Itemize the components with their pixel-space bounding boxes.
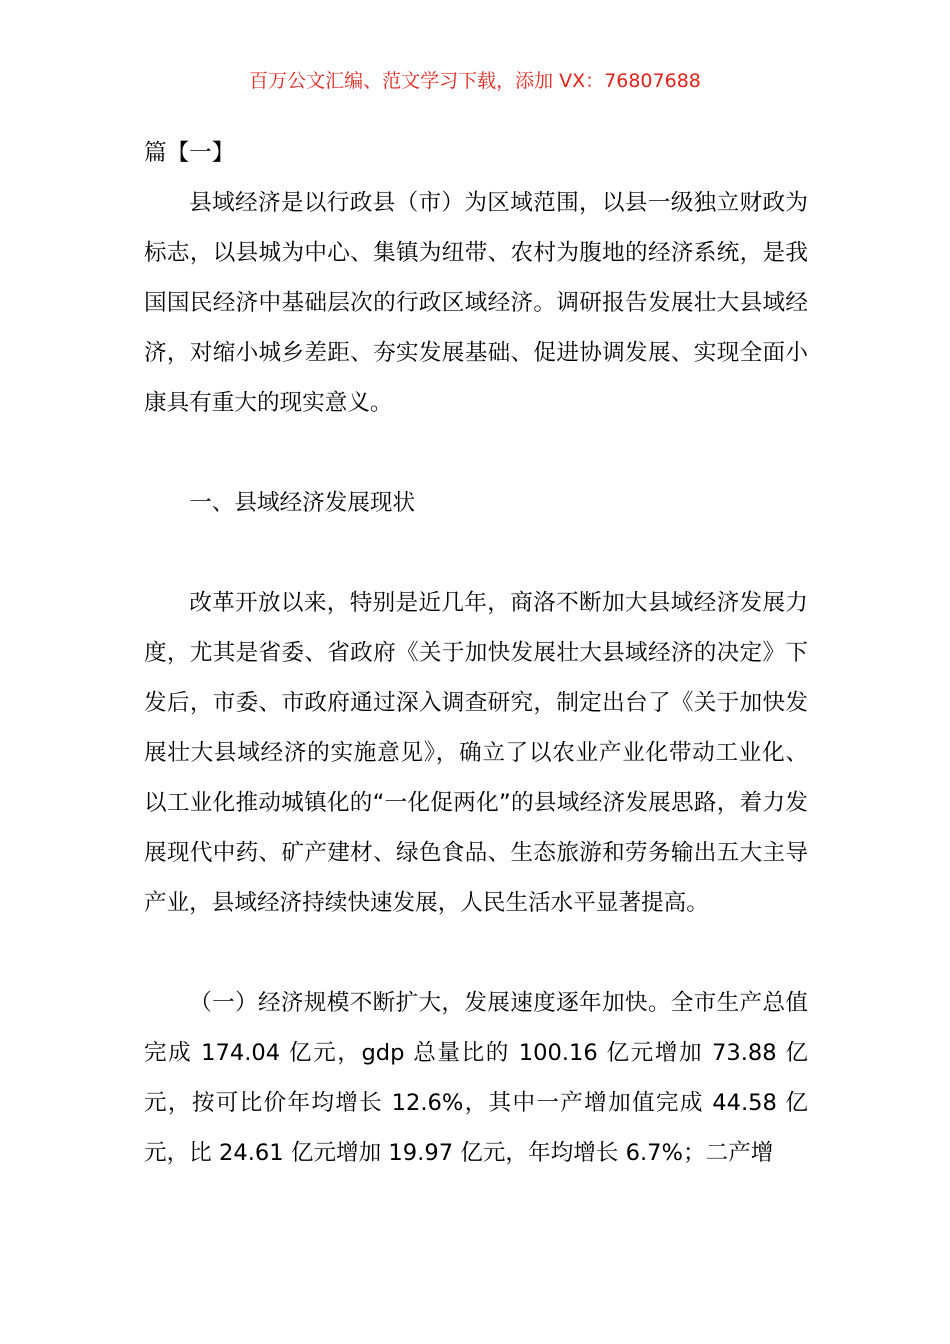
paragraph-spacer: [144, 428, 808, 478]
intro-paragraph: 县域经济是以行政县（市）为区域范围，以县一级独立财政为标志，以县城为中心、集镇为纽带、农村为腹地的经济系统，是我国国民经济中基础层次的行政区域经济。调研报告发展壮大县域经济，对缩小城乡差距、夯实发展基础、促进协调发展、实现全面小康具有重大的现实意义。: [144, 190, 808, 416]
paragraph-spacer: [144, 928, 808, 978]
paragraph-economic-scale: （一）经济规模不断扩大，发展速度逐年加快。全市生产总值完成 174.04 亿元，gdp 总量比的 100.16 亿元增加 73.88 亿元，按可比价年均增长 12.6%，其中一产增加值完成 44.58 亿元，比 24.61 亿元增加 19.97 亿元，年均增长 6.7%；二产增: [144, 990, 808, 1166]
paragraph-development-overview: 改革开放以来，特别是近几年，商洛不断加大县域经济发展力度，尤其是省委、省政府《关于加快发展壮大县域经济的决定》下发后，市委、市政府通过深入调查研究，制定出台了《关于加快发展壮大县域经济的实施意见》，确立了以农业产业化带动工业化、以工业化推动城镇化的“一化促两化”的县域经济发展思路，着力发展现代中药、矿产建材、绿色食品、生态旅游和劳务输出五大主导产业，县域经济持续快速发展，人民生活水平显著提高。: [144, 590, 808, 916]
paragraph-spacer: [144, 528, 808, 578]
header-banner: 百万公文汇编、范文学习下载，添加 VX：76807688: [249, 70, 701, 92]
section-title: 篇【一】: [144, 140, 235, 166]
subheading-current-status: 一、县域经济发展现状: [189, 490, 416, 516]
document-body: [144, 128, 808, 1178]
